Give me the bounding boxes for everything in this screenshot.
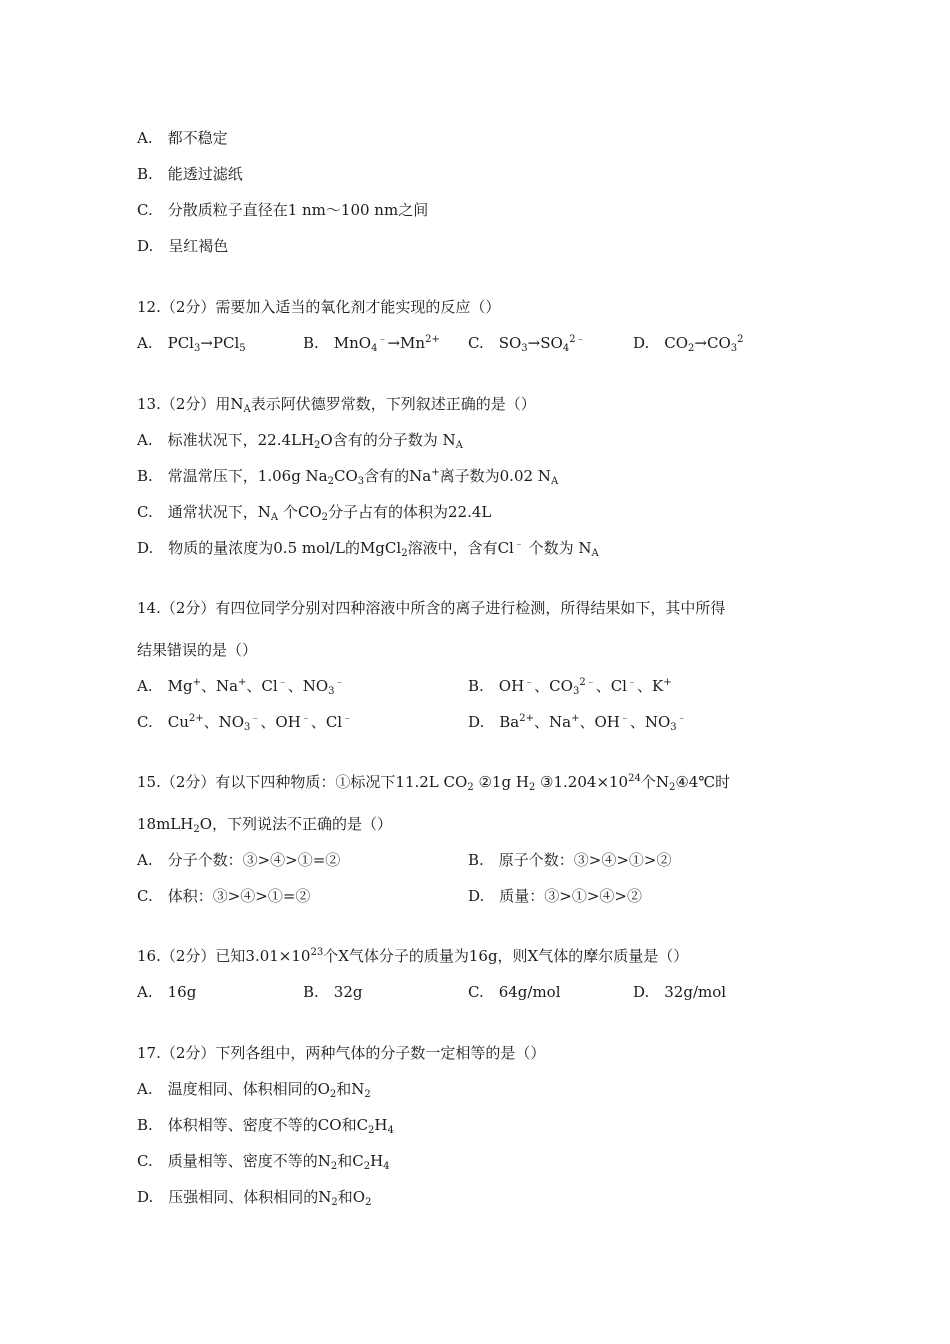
q13-option-c xyxy=(137,502,491,522)
text-run: →CO xyxy=(694,334,731,352)
text-run: A xyxy=(591,548,599,559)
text-run: 2 xyxy=(528,782,536,793)
text-run: A xyxy=(550,476,559,487)
text-run: 4 xyxy=(562,343,570,354)
q15-option-d xyxy=(468,886,642,906)
q17-option-d xyxy=(137,1187,371,1207)
text-run: D. 物质的量浓度为0.5 mol/L的MgCl xyxy=(137,539,402,557)
text-run: 分子占有的体积为22.4L xyxy=(328,503,492,521)
text-run: 3 xyxy=(357,476,365,487)
text-run: 结果错误的是（） xyxy=(137,641,258,659)
text-run: 、Na xyxy=(200,677,239,695)
text-run: 个CO xyxy=(278,503,322,521)
text-run: ﹣ xyxy=(513,539,524,550)
q16-option-b xyxy=(303,982,362,1002)
text-run: C. 质量相等、密度不等的N xyxy=(137,1152,331,1170)
q11-option-b xyxy=(137,164,243,184)
text-run: 3 xyxy=(670,722,677,733)
q12-option-c xyxy=(468,333,586,353)
text-run: 、Cl xyxy=(246,677,278,695)
text-run: D. 32g/mol xyxy=(633,983,727,1001)
text-run: →PCl xyxy=(200,334,240,352)
text-run: 3 xyxy=(730,343,738,354)
q13-option-a xyxy=(137,430,463,450)
text-run: 13.（2分）用N xyxy=(137,395,244,413)
text-run: B. OH xyxy=(468,677,525,695)
q17-option-a xyxy=(137,1079,371,1099)
text-run: 4 xyxy=(383,1161,390,1172)
q14-option-c xyxy=(137,712,352,732)
text-run: C. Cu xyxy=(137,713,189,731)
text-run: 2+ xyxy=(519,713,534,724)
text-run: 24 xyxy=(628,773,641,784)
text-run: 2 xyxy=(364,1089,371,1100)
text-run: + xyxy=(571,713,580,724)
text-run: 2 xyxy=(737,334,744,345)
text-run: ﹣ xyxy=(334,677,345,688)
q17-option-b xyxy=(137,1115,394,1135)
text-run: B. 常温常压下，1.06g Na xyxy=(137,467,328,485)
text-run: ﹣ xyxy=(676,713,687,724)
text-run: ﹣ xyxy=(250,713,261,724)
text-run: 2 xyxy=(467,782,474,793)
q14-option-a xyxy=(137,676,345,696)
text-run: 、Cl xyxy=(595,677,627,695)
text-run: ④4℃时 xyxy=(675,773,731,791)
text-run: 2 xyxy=(314,440,321,451)
text-run: ﹣ xyxy=(524,677,535,688)
text-run: H xyxy=(370,1152,384,1170)
q14-option-b xyxy=(468,676,672,696)
text-run: 、Cl xyxy=(310,713,343,731)
q12-option-a xyxy=(137,333,246,353)
text-run: 5 xyxy=(239,343,246,354)
text-run: O，下列说法不正确的是（） xyxy=(199,815,393,833)
text-run: 14.（2分）有四位同学分别对四种溶液中所含的离子进行检测，所得结果如下，其中所得 xyxy=(137,599,726,617)
q16-option-d xyxy=(633,982,726,1002)
q15-stem-line1 xyxy=(137,772,730,792)
text-run: 2﹣ xyxy=(569,334,586,345)
text-run: A. 标准状况下，22.4LH xyxy=(137,431,315,449)
text-run: B. MnO xyxy=(303,334,372,352)
text-run: 、NO xyxy=(287,677,329,695)
text-run: 和C xyxy=(337,1152,364,1170)
text-run: ﹣ xyxy=(626,677,637,688)
q14-stem-line1 xyxy=(137,598,725,618)
text-run: ③1.204×10 xyxy=(535,773,629,791)
text-run: A xyxy=(455,440,463,451)
text-run: 2 xyxy=(368,1125,375,1136)
text-run: H xyxy=(374,1116,388,1134)
text-run: 离子数为0.02 N xyxy=(439,467,551,485)
text-run: A xyxy=(243,404,251,415)
text-run: 、CO xyxy=(534,677,573,695)
q11-option-a xyxy=(137,128,228,148)
q14-stem-line2 xyxy=(137,640,257,660)
text-run: A. 16g xyxy=(137,983,197,1001)
text-run: 2 xyxy=(331,1197,338,1208)
text-run: 表示阿伏德罗常数，下列叙述正确的是（） xyxy=(250,395,536,413)
text-run: CO xyxy=(334,467,358,485)
text-run: 3 xyxy=(521,343,528,354)
text-run: 、NO xyxy=(203,713,245,731)
q14-option-d xyxy=(468,712,687,732)
text-run: 2 xyxy=(401,548,408,559)
text-run: 2 xyxy=(330,1161,338,1172)
q15-option-a xyxy=(137,850,340,870)
text-run: 和O xyxy=(337,1188,366,1206)
text-run: 2 xyxy=(363,1161,371,1172)
text-run: ②1g H xyxy=(473,773,529,791)
q16-option-c xyxy=(468,982,561,1002)
text-run: A. 分子个数：③>④>①=② xyxy=(137,851,341,869)
text-run: B. 原子个数：③>④>①>② xyxy=(468,851,672,869)
q13-option-d xyxy=(137,538,599,558)
text-run: 个N xyxy=(640,773,669,791)
text-run: 含有的Na xyxy=(364,467,432,485)
text-run: 17.（2分）下列各组中，两种气体的分子数一定相等的是（） xyxy=(137,1044,546,1062)
text-run: ﹣ xyxy=(300,713,311,724)
text-run: 2 xyxy=(327,476,335,487)
q12-stem-text: 12.（2分）需要加入适当的氧化剂才能实现的反应（） xyxy=(137,298,501,316)
text-run: C. SO xyxy=(468,334,522,352)
text-run: 15.（2分）有以下四种物质：①标况下11.2L CO xyxy=(137,773,468,791)
text-run: 2 xyxy=(688,343,695,354)
q11-option-b-text: B. 能透过滤纸 xyxy=(137,165,243,183)
text-run: ﹣ xyxy=(619,713,630,724)
text-run: ﹣ xyxy=(342,713,353,724)
q15-stem-line2 xyxy=(137,814,392,834)
text-run: 2+ xyxy=(188,713,204,724)
text-run: 3 xyxy=(193,343,201,354)
text-run: C. 通常状况下，N xyxy=(137,503,271,521)
text-run: ﹣ xyxy=(277,677,288,688)
text-run: 4 xyxy=(387,1125,394,1136)
text-run: + xyxy=(192,677,201,688)
q11-option-d-text: D. 呈红褐色 xyxy=(137,237,229,255)
q16-option-a xyxy=(137,982,196,1002)
text-run: D. 压强相同、体积相同的N xyxy=(137,1188,332,1206)
text-run: A. PCl xyxy=(137,334,194,352)
text-run: 3 xyxy=(572,686,580,697)
text-run: 、K xyxy=(636,677,664,695)
q11-option-c-text: C. 分散质粒子直径在1 nm～100 nm之间 xyxy=(137,201,429,219)
text-run: D. Ba xyxy=(468,713,520,731)
text-run: A. Mg xyxy=(137,677,193,695)
text-run: 3 xyxy=(244,722,251,733)
text-run: + xyxy=(663,677,672,688)
text-run: O含有的分子数为 N xyxy=(320,431,456,449)
q16-stem xyxy=(137,946,688,966)
text-run: 23 xyxy=(310,947,324,958)
text-run: 、OH xyxy=(260,713,301,731)
text-run: 3 xyxy=(328,686,335,697)
text-run: 、OH xyxy=(579,713,620,731)
q13-stem xyxy=(137,394,536,414)
text-run: 溶液中，含有Cl xyxy=(407,539,514,557)
text-run: C. 64g/mol xyxy=(468,983,561,1001)
q11-option-d xyxy=(137,236,228,256)
text-run: B. 32g xyxy=(303,983,363,1001)
text-run: 18mLH xyxy=(137,815,194,833)
text-run: →Mn xyxy=(387,334,426,352)
text-run: 和N xyxy=(336,1080,365,1098)
text-run: 个X气体分子的质量为16g，则X气体的摩尔质量是（） xyxy=(323,947,689,965)
text-run: →SO xyxy=(527,334,563,352)
text-run: 个数为 N xyxy=(523,539,592,557)
text-run: ﹣ xyxy=(377,334,388,345)
text-run: D. CO xyxy=(633,334,689,352)
q13-option-b xyxy=(137,466,558,486)
q15-option-b xyxy=(468,850,672,870)
text-run: C. 体积：③>④>①=② xyxy=(137,887,311,905)
text-run: A xyxy=(270,512,279,523)
text-run: 2 xyxy=(321,512,328,523)
q12-stem xyxy=(137,297,500,317)
q12-option-d xyxy=(633,333,744,353)
text-run: + xyxy=(238,677,247,688)
q11-option-c xyxy=(137,200,428,220)
text-run: 2+ xyxy=(425,334,440,345)
text-run: A. 温度相同、体积相同的O xyxy=(137,1080,330,1098)
text-run: 2 xyxy=(193,824,200,835)
text-run: 2﹣ xyxy=(579,677,596,688)
text-run: 2 xyxy=(365,1197,372,1208)
text-run: 、NO xyxy=(629,713,671,731)
q11-option-a-text: A. 都不稳定 xyxy=(137,129,228,147)
text-run: D. 质量：③>①>④>② xyxy=(468,887,642,905)
text-run: 2 xyxy=(668,782,676,793)
q17-option-c xyxy=(137,1151,390,1171)
q17-stem xyxy=(137,1043,545,1063)
text-run: B. 体积相等、密度不等的CO和C xyxy=(137,1116,369,1134)
q12-option-b xyxy=(303,333,440,353)
text-run: 4 xyxy=(371,343,378,354)
q15-option-c xyxy=(137,886,310,906)
text-run: 16.（2分）已知3.01×10 xyxy=(137,947,311,965)
text-run: + xyxy=(431,467,440,478)
text-run: 、Na xyxy=(533,713,572,731)
text-run: 2 xyxy=(329,1089,337,1100)
